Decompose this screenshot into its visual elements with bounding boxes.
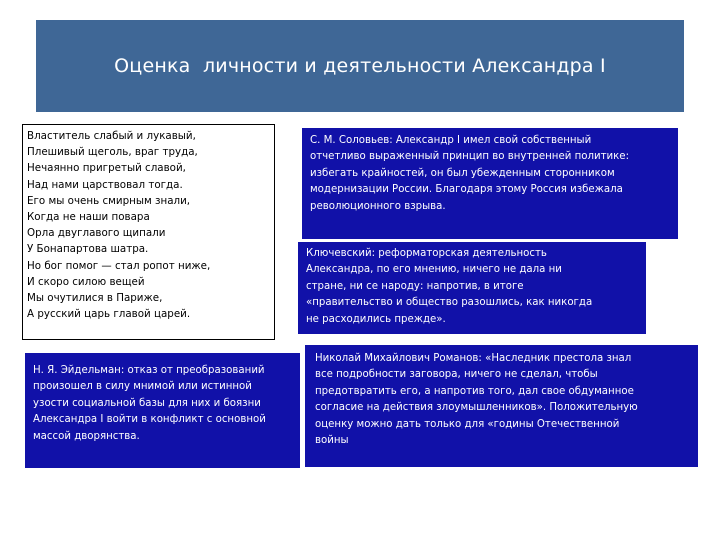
kluchevsky-line: не расходились прежде».: [306, 313, 446, 325]
eidelman-line: Н. Я. Эйдельман: отказ от преобразований: [33, 365, 265, 376]
soloviev-quote-box: [302, 128, 678, 239]
poem-line: Нечаянно пригретый славой,: [27, 162, 186, 175]
poem-line: Орла двуглавого щипали: [27, 227, 166, 240]
soloviev-line: избегать крайностей, он был убежденным сторонником: [310, 167, 615, 179]
slide-title-bar: [36, 20, 684, 112]
romanov-line: оценку можно дать только для «годины Отечественной: [315, 418, 620, 430]
poem-line: У Бонапартова шатра.: [27, 243, 149, 256]
romanov-line: согласие на действия злоумышленников». Положительную: [315, 402, 638, 414]
romanov-line: войны: [315, 435, 349, 447]
kluchevsky-quote-box: [298, 242, 646, 334]
kluchevsky-line: стране, ни се народу: напротив, в итоге: [306, 280, 524, 292]
poem-line: Властитель слабый и лукавый,: [27, 130, 196, 142]
poem-line: Но бог помог — стал ропот ниже,: [27, 259, 211, 272]
poem-line: И скоро силою вещей: [27, 275, 145, 288]
soloviev-line: революционного взрыва.: [310, 200, 446, 212]
soloviev-line: модернизации России. Благодаря этому Россия избежала: [310, 184, 623, 196]
slide-title: Оценка личности и деятельности Александра I: [114, 55, 606, 77]
soloviev-line: отчетливо выраженный принцип во внутренней политике:: [310, 151, 630, 163]
poem-line: А русский царь главой царей.: [27, 308, 191, 321]
poem-line: Над нами царствовал тогда.: [27, 178, 183, 191]
poem-line: Когда не наши повара: [27, 211, 150, 224]
romanov-line: предотвратить его, а напротив того, дал свое обдуманное: [315, 385, 634, 397]
kluchevsky-line: «правительство и общество разошлись, как никогда: [306, 297, 593, 309]
romanov-line: все подробности заговора, ничего не сделал, чтобы: [315, 369, 598, 381]
romanov-line: Николай Михайлович Романов: «Наследник престола знал: [315, 353, 632, 364]
eidelman-line: массой дворянства.: [33, 430, 140, 442]
kluchevsky-line: Александра, по его мнению, ничего не дала ни: [306, 264, 562, 276]
soloviev-line: С. М. Соловьев: Александр I имел свой собственный: [310, 135, 592, 146]
kluchevsky-line: Ключевский: реформаторская деятельность: [306, 248, 547, 259]
poem-line: Его мы очень смирным знали,: [27, 194, 191, 207]
eidelman-line: произошел в силу мнимой или истинной: [33, 381, 252, 393]
poem-line: Мы очутилися в Париже,: [27, 292, 163, 305]
poem-box: [22, 124, 275, 340]
poem-line: Плешивый щеголь, враг труда,: [27, 146, 198, 159]
eidelman-quote-box: [25, 353, 300, 468]
eidelman-line: узости социальной базы для них и боязни: [33, 397, 261, 409]
romanov-quote-box: [305, 345, 698, 467]
eidelman-line: Александра I войти в конфликт с основной: [33, 414, 266, 426]
